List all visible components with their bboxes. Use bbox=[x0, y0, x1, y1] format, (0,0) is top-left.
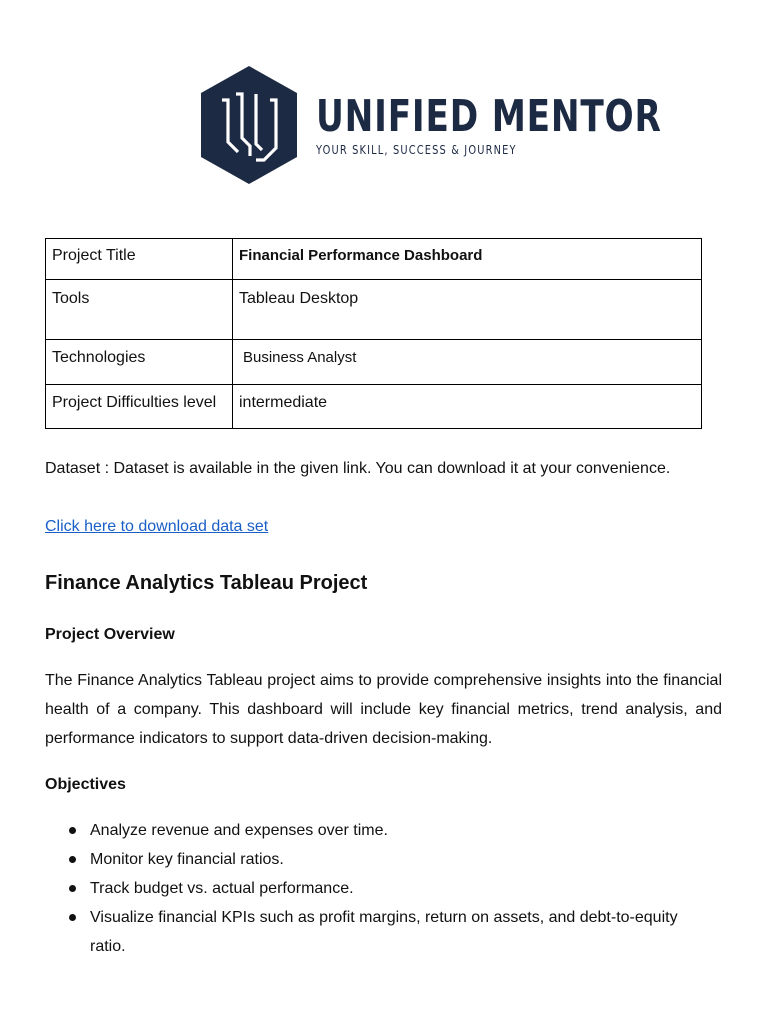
list-item: Monitor key financial ratios. bbox=[45, 845, 705, 874]
project-info-table bbox=[45, 238, 702, 429]
download-dataset-link[interactable]: Click here to download data set bbox=[45, 518, 269, 535]
page-title: Finance Analytics Tableau Project bbox=[45, 572, 368, 594]
list-item: Visualize financial KPIs such as profit margins, return on assets, and debt-to-equity ratio. bbox=[45, 903, 705, 961]
list-item: Track budget vs. actual performance. bbox=[45, 874, 705, 903]
dataset-note: Dataset : Dataset is available in the given link. You can download it at your convenience. bbox=[45, 460, 671, 477]
unified-mentor-logo bbox=[198, 64, 759, 186]
objectives-list bbox=[45, 816, 705, 961]
table-cell-label: Project Title bbox=[46, 239, 233, 280]
overview-paragraph: The Finance Analytics Tableau project aims to provide comprehensive insights into the financial health of a company. This dashboard will include key financial metrics, trend analysis, and performance indicators to support data-driven decision-making. bbox=[45, 672, 722, 747]
table-cell-value: intermediate bbox=[233, 385, 702, 429]
brand-tagline: YOUR SKILL, SUCCESS & JOURNEY bbox=[316, 143, 517, 157]
overview-heading: Project Overview bbox=[45, 626, 175, 643]
table-row bbox=[46, 385, 702, 429]
table-cell-label: Tools bbox=[46, 280, 233, 340]
hexagon-logo-icon bbox=[198, 64, 300, 186]
table-row bbox=[46, 340, 702, 385]
table-row bbox=[46, 280, 702, 340]
objectives-heading: Objectives bbox=[45, 776, 126, 793]
table-cell-value: Tableau Desktop bbox=[233, 280, 702, 340]
table-row bbox=[46, 239, 702, 280]
table-cell-value: Financial Performance Dashboard bbox=[233, 239, 702, 280]
table-cell-label: Technologies bbox=[46, 340, 233, 385]
table-cell-value: Business Analyst bbox=[233, 340, 702, 385]
list-item: Analyze revenue and expenses over time. bbox=[45, 816, 705, 845]
table-cell-label: Project Difficulties level bbox=[46, 385, 233, 429]
brand-name: UNIFIED MENTOR bbox=[316, 91, 662, 142]
